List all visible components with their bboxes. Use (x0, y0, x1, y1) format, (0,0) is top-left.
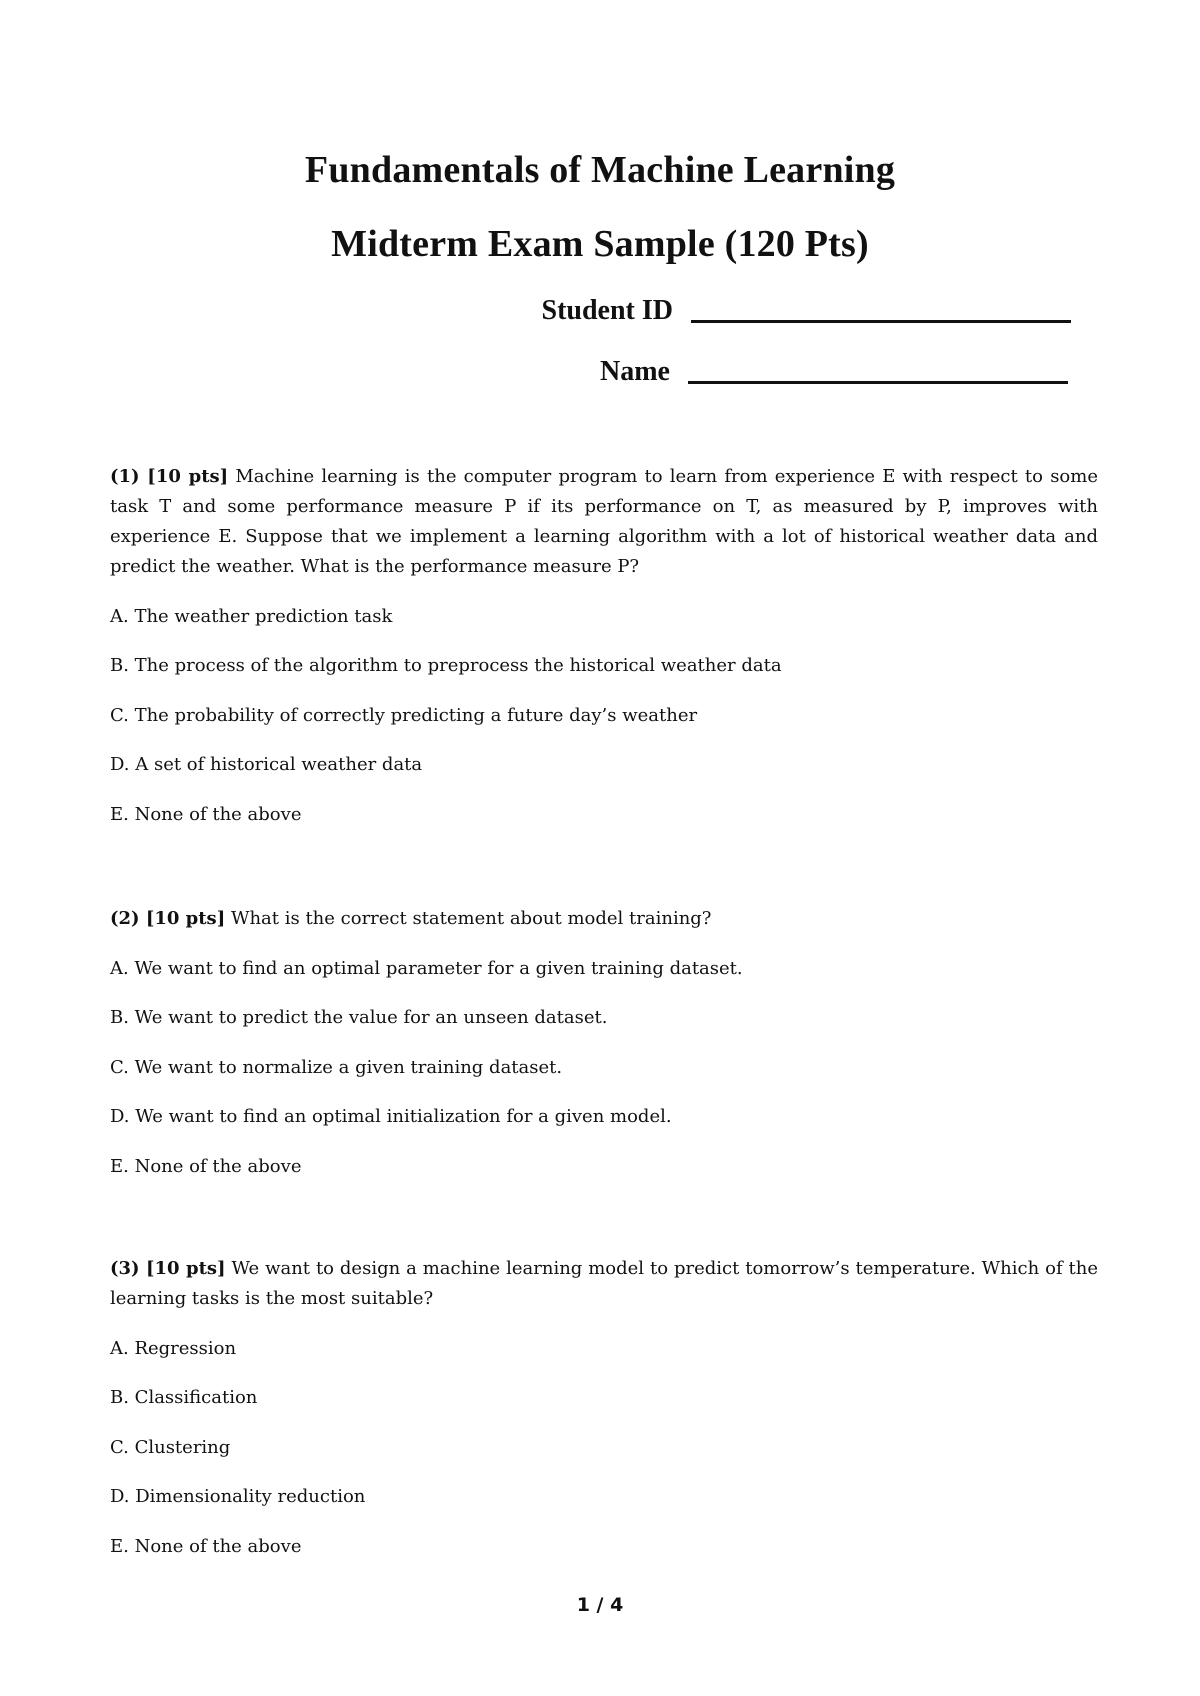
question-1 (110, 462, 1098, 830)
student-id-blank-line (691, 298, 1071, 323)
question-1-text: Machine learning is the computer program to learn from experience E with respect to some task T and some performance measure P if its performance on T, as measured by P, improves with experience E. Suppose that we implement a learning algorithm with a lot of historical weather data and predict the weather. What is the performance measure P? (110, 466, 1098, 577)
question-2-option-a: A. We want to find an optimal parameter for a given training dataset. (110, 957, 743, 979)
question-3-prompt (110, 1254, 1098, 1314)
question-2-option-e: E. None of the above (110, 1155, 302, 1177)
question-3-options (110, 1334, 1098, 1562)
student-id-label: Student ID (541, 295, 673, 326)
page-number: 1 / 4 (576, 1594, 624, 1616)
exam-subtitle: Midterm Exam Sample (120 Pts) (331, 223, 869, 265)
question-1-options (110, 602, 1098, 830)
question-3-option-a: A. Regression (110, 1337, 237, 1359)
question-2 (110, 904, 1098, 1182)
name-field (530, 356, 1068, 388)
question-3-option-b: B. Classification (110, 1387, 258, 1408)
question-2-options (110, 954, 1098, 1182)
question-2-text: What is the correct statement about model training? (230, 908, 712, 929)
question-1-number: (1) [10 pts] (110, 466, 229, 487)
question-3-number: (3) [10 pts] (110, 1258, 226, 1279)
question-1-prompt (110, 462, 1098, 582)
question-2-option-b: B. We want to predict the value for an unseen dataset. (110, 1007, 608, 1028)
question-1-option-d: D. A set of historical weather data (110, 754, 423, 775)
question-2-option-c: C. We want to normalize a given training dataset. (110, 1056, 563, 1078)
question-1-option-e: E. None of the above (110, 803, 302, 825)
question-1-option-a: A. The weather prediction task (110, 605, 393, 627)
question-3-option-d: D. Dimensionality reduction (110, 1486, 366, 1507)
question-1-option-b: B. The process of the algorithm to preprocess the historical weather data (110, 655, 782, 676)
question-3-text: We want to design a machine learning model to predict tomorrow’s temperature. Which of the learning tasks is the most suitable? (110, 1258, 1098, 1309)
question-2-option-d: D. We want to find an optimal initialization for a given model. (110, 1106, 672, 1127)
question-3-option-c: C. Clustering (110, 1436, 231, 1458)
student-id-field (530, 295, 1071, 327)
name-blank-line (688, 359, 1068, 384)
name-label: Name (600, 356, 670, 387)
question-2-prompt (110, 904, 1098, 934)
question-2-number: (2) [10 pts] (110, 908, 226, 929)
question-1-option-c: C. The probability of correctly predicting a future day’s weather (110, 704, 698, 726)
exam-title: Fundamentals of Machine Learning (304, 149, 896, 191)
question-3 (110, 1254, 1098, 1562)
question-3-option-e: E. None of the above (110, 1535, 302, 1557)
